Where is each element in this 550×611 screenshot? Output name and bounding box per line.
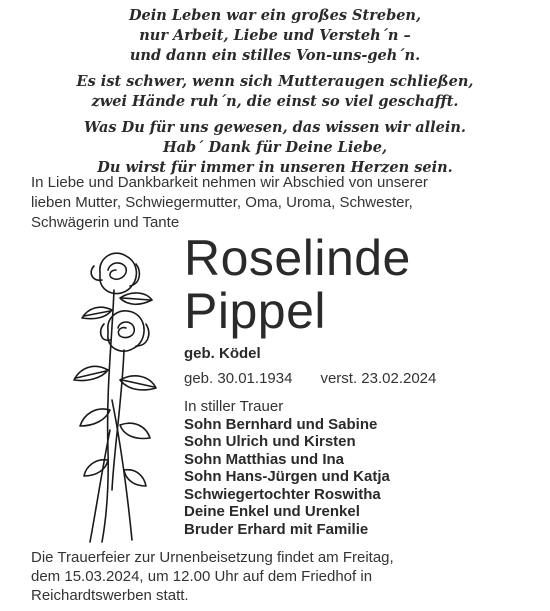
poem-line: Du wirst für immer in unseren Herzen sein. xyxy=(97,159,453,176)
funeral-info xyxy=(31,548,531,605)
roses-icon xyxy=(62,250,172,545)
poem-stanza xyxy=(0,6,550,66)
poem-line: zwei Hände ruh´n, die einst so viel geschafft. xyxy=(91,93,459,110)
intro-line: Schwägerin und Tante xyxy=(31,214,180,231)
intro-line: In Liebe und Dankbarkeit nehmen wir Abschied von unserer xyxy=(31,174,428,191)
poem-line: Dein Leben war ein großes Streben, xyxy=(128,7,422,24)
poem-stanza xyxy=(0,118,550,178)
poem xyxy=(0,6,550,184)
funeral-info-line: Reichardtswerben statt. xyxy=(31,587,189,604)
mourners xyxy=(184,398,390,538)
mourners-lead: In stiller Trauer xyxy=(184,398,284,415)
funeral-info-line: Die Trauerfeier zur Urnenbeisetzung findet am Freitag, xyxy=(31,549,394,566)
poem-stanza xyxy=(0,72,550,112)
mourner: Bruder Erhard mit Familie xyxy=(184,520,369,538)
deceased-name xyxy=(184,232,411,338)
death-date: verst. 23.02.2024 xyxy=(320,370,437,387)
last-name: Pippel xyxy=(184,283,326,339)
poem-line: und dann ein stilles Von-uns-geh´n. xyxy=(129,47,421,64)
birth-name: geb. Ködel xyxy=(184,345,261,362)
mourner: Sohn Hans-Jürgen und Katja xyxy=(184,468,390,485)
intro-line: lieben Mutter, Schwiegermutter, Oma, Uroma, Schwester, xyxy=(31,194,413,211)
poem-line: Hab´ Dank für Deine Liebe, xyxy=(162,139,388,156)
intro-text xyxy=(31,173,531,233)
poem-line: Es ist schwer, wenn sich Mutteraugen schließen, xyxy=(76,73,474,90)
mourner: Sohn Ulrich und Kirsten xyxy=(184,433,356,450)
mourner: Sohn Bernhard und Sabine xyxy=(184,415,378,433)
mourner: Deine Enkel und Urenkel xyxy=(184,503,360,520)
poem-line: nur Arbeit, Liebe und Versteh´n – xyxy=(139,27,411,44)
mourner: Schwiegertochter Roswitha xyxy=(184,485,381,503)
mourner: Sohn Matthias und Ina xyxy=(184,450,344,468)
poem-line: Was Du für uns gewesen, das wissen wir allein. xyxy=(84,119,466,136)
first-name: Roselinde xyxy=(184,230,411,286)
birth-date: geb. 30.01.1934 xyxy=(184,370,293,387)
life-dates xyxy=(184,370,436,387)
funeral-info-line: dem 15.03.2024, um 12.00 Uhr auf dem Friedhof in xyxy=(31,568,373,585)
